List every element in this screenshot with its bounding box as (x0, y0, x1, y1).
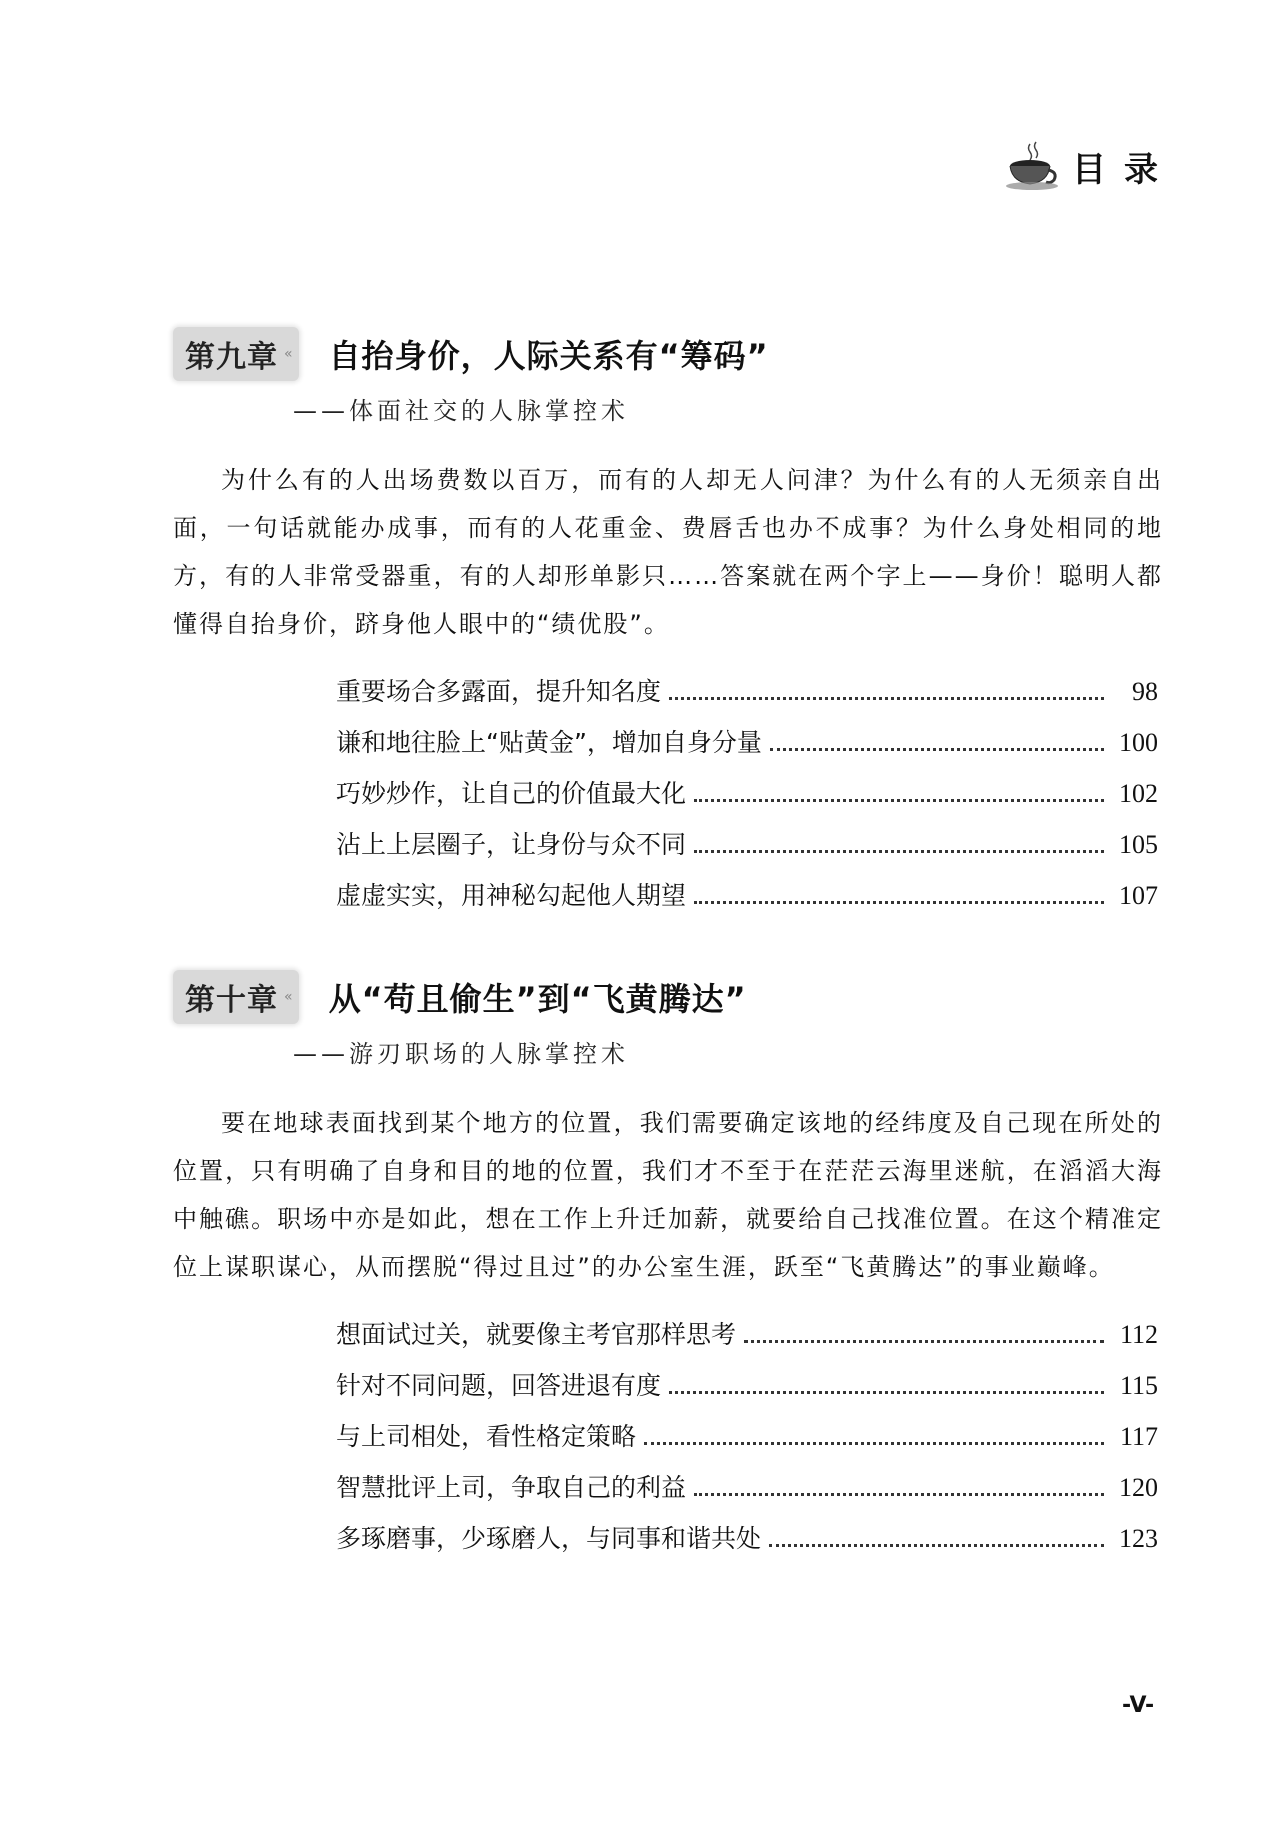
chapter-label (173, 327, 299, 381)
leader-dots (644, 1442, 1104, 1445)
toc-entry-page: 117 (1119, 1422, 1158, 1451)
leader-dots (694, 901, 1104, 904)
toc-entry[interactable] (336, 825, 1158, 876)
chapter-intro: 要在地球表面找到某个地方的位置，我们需要确定该地的经纬度及自己现在所处的位置，只有明确了自身和目的地的位置，我们才不至于在茫茫云海里迷航，在滔滔大海中触礁。职场中亦是如此，想在工作上升迁加薪，就要给自己找准位置。在这个精准定位上谋职谋心，从而摆脱“得过且过”的办公室生涯，跃至“飞黄腾达”的事业巅峰。 (173, 1109, 1163, 1281)
toc-entry-title: 智慧批评上司，争取自己的利益 (336, 1473, 687, 1502)
toc-entry-page: 102 (1119, 779, 1158, 808)
toc-entry-title: 谦和地往脸上“贴黄金”，增加自身分量 (336, 728, 762, 757)
toc-entry[interactable] (336, 1468, 1158, 1519)
toc-entry-title: 沾上上层圈子，让身份与众不同 (336, 830, 687, 859)
chapter-10 (173, 970, 1163, 1570)
leader-dots (770, 748, 1104, 751)
leader-dots (669, 697, 1104, 700)
leader-dots (669, 1391, 1104, 1394)
toc-entry[interactable] (336, 1366, 1158, 1417)
chapter-label-text: 第九章 (185, 340, 278, 375)
chapter-intro: 为什么有的人出场费数以百万，而有的人却无人问津？为什么有的人无须亲自出面，一句话就能办成事，而有的人花重金、费唇舌也办不成事？为什么身处相同的地方，有的人非常受器重，有的人却形单影只……答案就在两个字上——身价！聪明人都懂得自抬身价，跻身他人眼中的“绩优股”。 (173, 466, 1163, 638)
toc-entry-title: 针对不同问题，回答进退有度 (336, 1371, 662, 1400)
leader-dots (744, 1340, 1104, 1343)
toc-entry-page: 115 (1119, 1371, 1158, 1400)
toc-entry[interactable] (336, 723, 1158, 774)
page-header (1000, 140, 1176, 192)
toc-entry[interactable] (336, 1315, 1158, 1366)
toc-entry-title: 想面试过关，就要像主考官那样思考 (336, 1320, 737, 1349)
chapter-title: 自抬身价，人际关系有“筹码” (328, 337, 769, 375)
chapter-heading (173, 970, 1163, 1024)
toc-entry-title: 与上司相处，看性格定策略 (336, 1422, 637, 1451)
toc-entry-title: 虚虚实实，用神秘勾起他人期望 (336, 881, 687, 910)
toc-entry-title: 重要场合多露面，提升知名度 (336, 677, 662, 706)
chapter-subtitle: ——体面社交的人脉掌控术 (293, 397, 629, 425)
toc-list (336, 1315, 1158, 1570)
leader-dots (769, 1544, 1104, 1547)
toc-entry-page: 100 (1119, 728, 1158, 757)
leader-dots (694, 799, 1104, 802)
toc-entry-title: 巧妙炒作，让自己的价值最大化 (336, 779, 687, 808)
toc-entry-title: 多琢磨事，少琢磨人，与同事和谐共处 (336, 1524, 762, 1553)
toc-entry[interactable] (336, 1417, 1158, 1468)
toc-entry-page: 120 (1119, 1473, 1158, 1502)
chevron-left-icon: « (284, 989, 293, 1005)
toc-entry-page: 98 (1132, 677, 1158, 706)
page-number: -V- (1122, 1693, 1155, 1718)
toc-entry[interactable] (336, 672, 1158, 723)
toc-entry[interactable] (336, 876, 1158, 927)
toc-entry[interactable] (336, 1519, 1158, 1570)
chevron-left-icon: « (284, 346, 293, 362)
leader-dots (694, 850, 1104, 853)
chapter-label-text: 第十章 (185, 983, 278, 1018)
chapter-subtitle: ——游刃职场的人脉掌控术 (293, 1040, 629, 1068)
leader-dots (694, 1493, 1104, 1496)
coffee-cup-icon (1000, 140, 1062, 192)
chapter-9 (173, 327, 1163, 927)
page-title: 目录 (1072, 149, 1176, 190)
toc-list (336, 672, 1158, 927)
toc-entry[interactable] (336, 774, 1158, 825)
toc-entry-page: 123 (1119, 1524, 1158, 1553)
toc-entry-page: 105 (1119, 830, 1158, 859)
chapter-label (173, 970, 299, 1024)
chapter-heading (173, 327, 1163, 381)
chapter-title: 从“苟且偷生”到“飞黄腾达” (328, 980, 747, 1018)
toc-entry-page: 112 (1119, 1320, 1158, 1349)
toc-entry-page: 107 (1119, 881, 1158, 910)
